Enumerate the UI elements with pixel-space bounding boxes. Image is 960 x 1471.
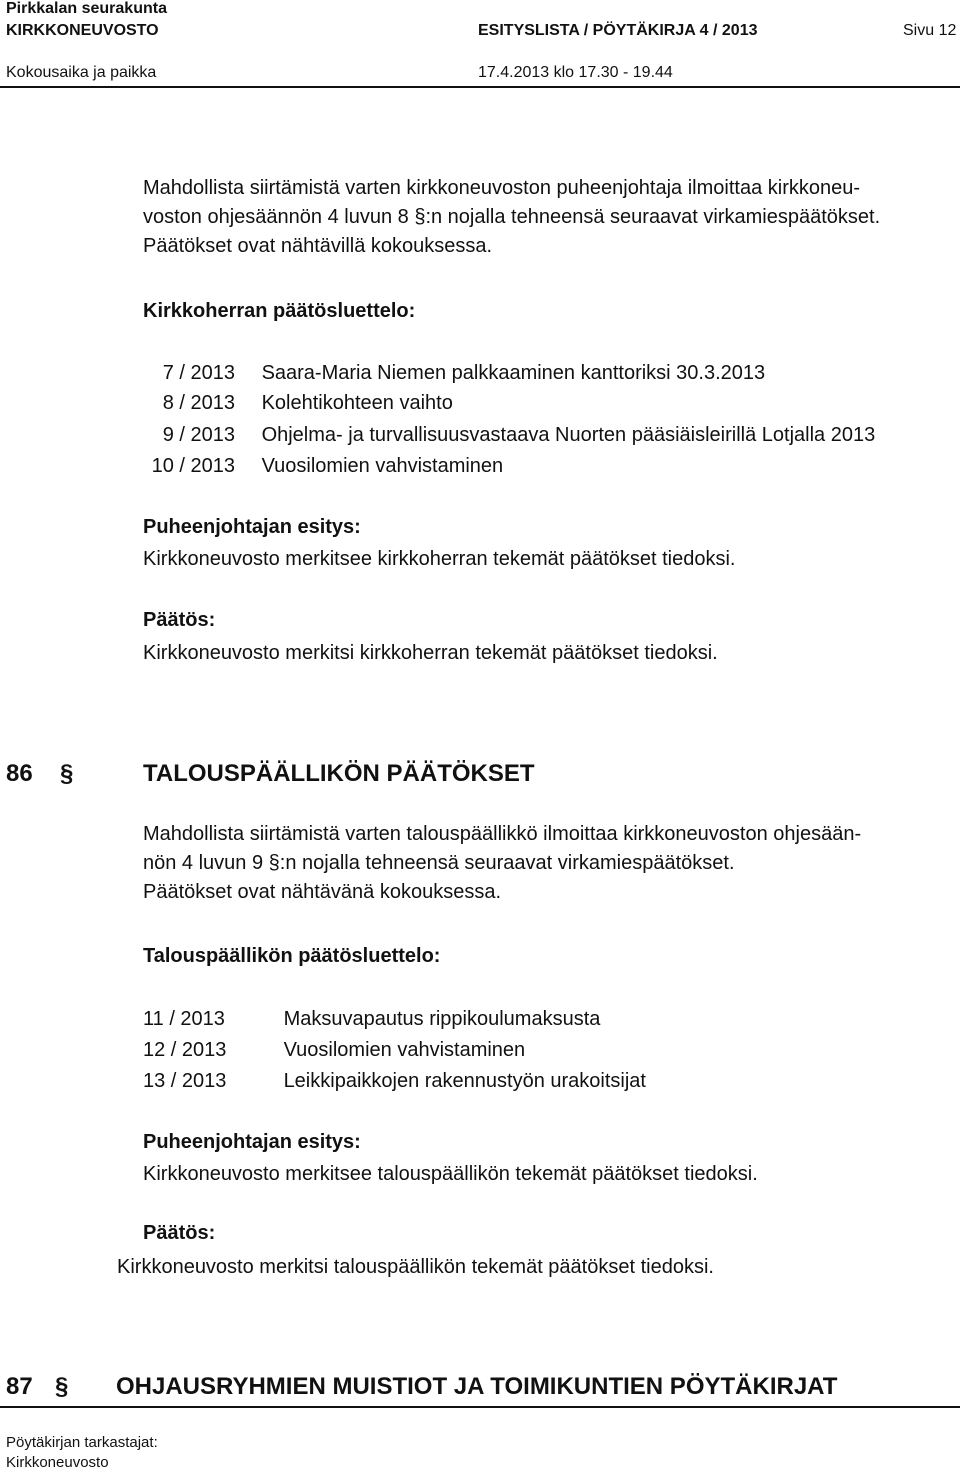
meeting-time-value: 17.4.2013 klo 17.30 - 19.44 <box>478 64 673 81</box>
proposal-text: Kirkkoneuvosto merkitsee talouspäällikön tekemät päätökset tiedoksi. <box>143 1163 758 1185</box>
proposal-heading: Puheenjohtajan esitys: <box>143 516 361 538</box>
decision-text: Leikkipaikkojen rakennustyön urakoitsijat <box>283 1070 646 1092</box>
decision-number: 13 / 2013 <box>143 1070 227 1092</box>
intro-line: Mahdollista siirtämistä varten talouspäällikkö ilmoittaa kirkkoneuvoston ohjesään- <box>143 823 862 845</box>
decision-text: Kirkkoneuvosto merkitsi kirkkoherran tekemät päätökset tiedoksi. <box>143 642 718 664</box>
document-title: ESITYSLISTA / PÖYTÄKIRJA 4 / 2013 <box>478 22 758 39</box>
meeting-time-label: Kokousaika ja paikka <box>6 64 157 81</box>
decision-row <box>143 1070 646 1093</box>
intro-line: Päätökset ovat nähtävänä kokouksessa. <box>143 881 502 903</box>
decision-number: 8 / 2013 <box>162 392 235 414</box>
footer-value: Kirkkoneuvosto <box>6 1454 109 1471</box>
decision-row <box>143 424 875 447</box>
decision-number: 10 / 2013 <box>151 455 235 477</box>
section-symbol: § <box>60 760 74 787</box>
decision-text: Saara-Maria Niemen palkkaaminen kanttoriksi 30.3.2013 <box>261 362 766 384</box>
section-symbol: § <box>55 1373 69 1400</box>
intro-line: voston ohjesäännön 4 luvun 8 §:n nojalla tehneensä seuraavat virkamiespäätökset. <box>143 206 881 228</box>
decision-heading: Päätös: <box>143 609 216 631</box>
decision-number: 9 / 2013 <box>162 424 235 446</box>
header-rule <box>0 86 960 88</box>
list-heading: Talouspäällikön päätösluettelo: <box>143 945 441 967</box>
org-name: Pirkkalan seurakunta <box>6 0 167 17</box>
body-name: KIRKKONEUVOSTO <box>6 22 159 39</box>
decision-row <box>143 1039 525 1062</box>
decision-row <box>143 362 765 385</box>
page-number: Sivu 12 <box>903 22 957 39</box>
intro-line: Päätökset ovat nähtävillä kokouksessa. <box>143 235 493 257</box>
section-title: TALOUSPÄÄLLIKÖN PÄÄTÖKSET <box>143 760 535 787</box>
decision-number: 12 / 2013 <box>143 1039 227 1061</box>
decision-number: 11 / 2013 <box>143 1008 225 1030</box>
footer-label: Pöytäkirjan tarkastajat: <box>6 1434 158 1451</box>
decision-row <box>143 392 453 415</box>
intro-paragraph <box>143 174 881 261</box>
decision-text: Vuosilomien vahvistaminen <box>261 455 504 477</box>
proposal-heading: Puheenjohtajan esitys: <box>143 1131 361 1153</box>
decision-number: 7 / 2013 <box>162 362 235 384</box>
section-number: 86 <box>6 760 33 787</box>
decision-text: Kirkkoneuvosto merkitsi talouspäällikön tekemät päätökset tiedoksi. <box>117 1256 714 1278</box>
decision-text: Kolehtikohteen vaihto <box>261 392 453 414</box>
decision-text: Vuosilomien vahvistaminen <box>283 1039 526 1061</box>
decision-text: Ohjelma- ja turvallisuusvastaava Nuorten pääsiäisleirillä Lotjalla 2013 <box>261 424 876 446</box>
intro-paragraph <box>143 820 863 907</box>
decision-text: Maksuvapautus rippikoulumaksusta <box>283 1008 601 1030</box>
decision-row <box>143 1008 600 1031</box>
intro-line: Mahdollista siirtämistä varten kirkkoneuvoston puheenjohtaja ilmoittaa kirkkoneu- <box>143 177 861 199</box>
decision-heading: Päätös: <box>143 1222 216 1244</box>
proposal-text: Kirkkoneuvosto merkitsee kirkkoherran tekemät päätökset tiedoksi. <box>143 548 736 570</box>
list-heading: Kirkkoherran päätösluettelo: <box>143 300 416 322</box>
footer-rule <box>0 1406 960 1408</box>
section-number: 87 <box>6 1373 33 1400</box>
section-title: OHJAUSRYHMIEN MUISTIOT JA TOIMIKUNTIEN PÖYTÄKIRJAT <box>116 1373 838 1400</box>
decision-row <box>143 455 503 478</box>
intro-line: nön 4 luvun 9 §:n nojalla tehneensä seuraavat virkamiespäätökset. <box>143 852 735 874</box>
